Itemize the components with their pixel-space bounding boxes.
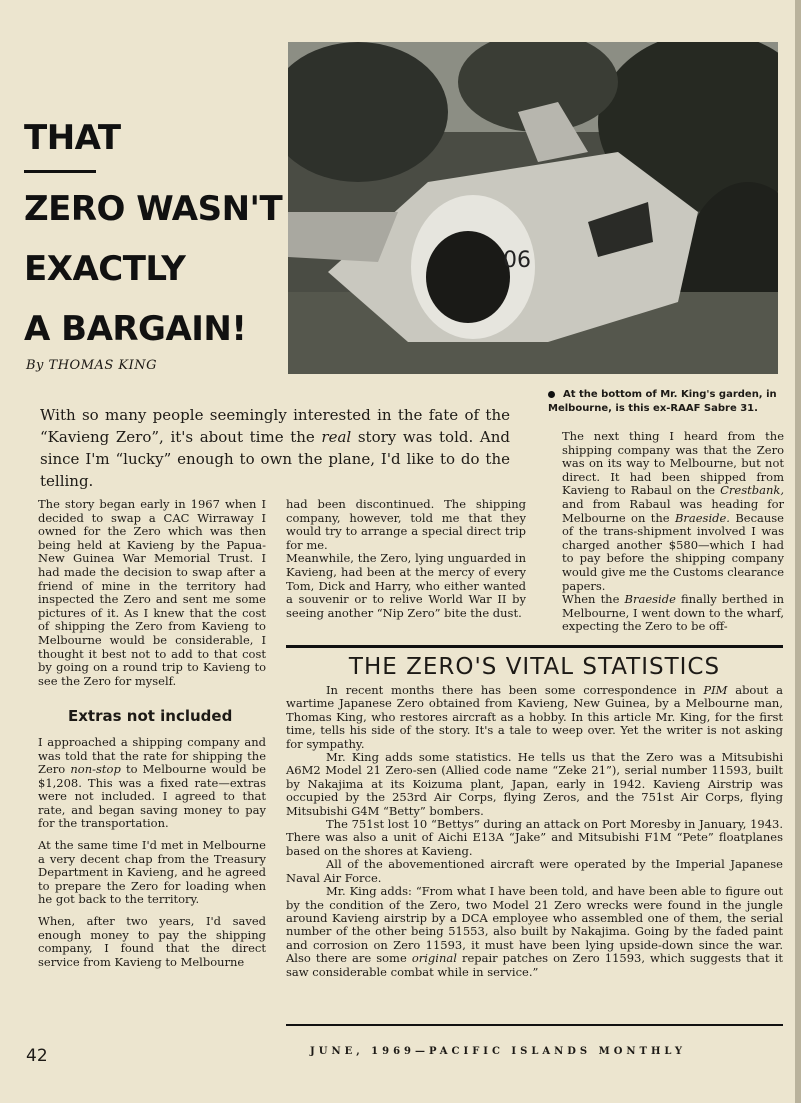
ship-name-braeside: Braeside.	[674, 510, 730, 525]
stats-p1-emphasis: PIM	[703, 683, 728, 697]
stats-paragraph-1	[286, 684, 783, 751]
col1-paragraph-4: When, after two years, I'd saved enough money to pay the shipping company, I found that the direct service from Kavieng to Melbourne	[38, 914, 266, 969]
col2-paragraph-1: had been discontinued. The shipping company, however, told me that they would try to arrange a special direct trip for me.	[286, 497, 526, 552]
article-column-3	[562, 430, 784, 634]
stats-p5-text-a: Mr. King adds: “From what I have been told, and have been able to figure out by the condition of the Zero, two Model 21 Zero wrecks were found in the jungle around Kavieng airstrip by a DCA employee who assembled one of them, the serial number of the other being 51553, also built by Nakajima. Going by the faded paint and corrosion on Zero 11593, it must have been lying upside-down since the war. Also there are some	[286, 884, 783, 966]
stats-paragraph-3: The 751st lost 10 “Bettys” during an attack on Port Moresby in January, 1943. There was also a unit of Aichi E13A “Jake” and Mitsubishi F1M “Pete” floatplanes based on the shores at Kavieng.	[286, 817, 783, 858]
aircraft-marking: 06	[503, 248, 531, 273]
headline-line-2: ZERO WASN'T	[24, 189, 283, 229]
col3-paragraph-2	[562, 593, 784, 634]
byline: By THOMAS KING	[26, 358, 158, 373]
headline-line-1: THAT	[24, 118, 121, 158]
page-edge	[795, 0, 801, 1103]
col3-p1-text-b: and from Rabaul was heading for Melbourne on the	[562, 496, 784, 525]
ship-name-crestbank: Crestbank,	[720, 483, 784, 498]
stats-p1-text-a: In recent months there has been some correspondence in	[326, 683, 704, 697]
stats-paragraph-5	[286, 885, 783, 979]
article-column-1	[38, 498, 266, 969]
col1-paragraph-2	[38, 736, 266, 831]
stats-paragraph-4: All of the abovementioned aircraft were operated by the Imperial Japanese Naval Air Force.	[286, 857, 783, 885]
stats-title: THE ZERO'S VITAL STATISTICS	[348, 654, 721, 680]
ship-name-braeside-2: Braeside	[624, 592, 676, 607]
col1-paragraph-1: The story began early in 1967 when I decided to swap a CAC Wirraway I owned for the Zero which was then being held at Kavieng by the Papua-New Guinea War Memorial Trust. I had made the decision to swap after a friend of mine in the territory had inspected the Zero and sent me some pictures of it. As I knew that the cost of shipping the Zero from Kavieng to Melbourne would be considerable, I thought it best not to add to that cost by going on a round trip to Kavieng to see the Zero for myself.	[38, 497, 266, 688]
col2-paragraph-2: Meanwhile, the Zero, lying unguarded in Kavieng, had been at the mercy of every Tom, Dick and Harry, who either wanted a souvenir or to relive World War II by seeing another “Nip Zero” bite the dust.	[286, 551, 526, 620]
col1-p2-emphasis: non-stop	[70, 762, 121, 777]
col1-paragraph-3: At the same time I'd met in Melbourne a very decent chap from the Treasury Department in Kavieng, and he agreed to prepare the Zero for loading when he got back to the territory.	[38, 838, 266, 907]
sabre-jet-photo	[288, 42, 778, 374]
photo-caption	[548, 388, 788, 416]
headline-line-4: A BARGAIN!	[24, 309, 247, 349]
col3-p2-text-a: When the	[562, 592, 625, 607]
col3-p2-text-b: finally berthed in Melbourne, I went down to the wharf, expecting the Zero to be off-	[562, 592, 784, 634]
headline-rule	[24, 170, 96, 173]
stats-bottom-rule	[286, 1024, 783, 1026]
headline	[24, 108, 294, 359]
stats-p1-text-b: about a wartime Japanese Zero obtained from Kavieng, New Guinea, by a Melbourne man, Thomas King, who restores aircraft as a hobby. In this article Mr. King, for the first time, tells his side of the story. It's a tale to weep over. Yet the writer is not asking for sympathy.	[286, 683, 783, 751]
col3-paragraph-1	[562, 430, 784, 593]
bullet-icon	[548, 391, 555, 398]
headline-line-3: EXACTLY	[24, 249, 186, 289]
running-footer: JUNE, 1969—PACIFIC ISLANDS MONTHLY	[310, 1046, 686, 1057]
stats-p5-emphasis: original	[411, 951, 457, 966]
col1-p2-text-a: I approached a shipping company and was told that the rate for shipping the Zero	[38, 734, 266, 777]
col3-p1-text-c: Because of the trans-shipment involved I was charged another $580—which I had to pay before the shipping company would give me the Customs clearance papers.	[562, 510, 784, 593]
stats-top-rule	[286, 645, 783, 648]
stats-box	[286, 684, 783, 979]
intro-text-1: With so many people seemingly interested in the fate of the “Kavieng Zero”, it's about time the	[40, 406, 510, 446]
stats-p5-text-b: repair patches on Zero 11593, which suggests that it saw considerable combat while in service.”	[286, 951, 783, 979]
garden-photo-illustration	[288, 42, 778, 374]
stats-paragraph-2: Mr. King adds some statistics. He tells us that the Zero was a Mitsubishi A6M2 Model 21 Zero-sen (Allied code name “Zeke 21”), serial number 11593, built by Nakajima at its Koizuma plant, Japan, early in 1942. Kavieng Airstrip was occupied by the 253rd Air Corps, flying Zeros, and the 751st Air Corps, flying Mitsubishi G4M “Betty” bombers.	[286, 750, 783, 818]
article-column-2	[286, 498, 526, 620]
col1-p2-text-b: to Melbourne would be $1,208. This was a fixed rate—extras were not included. I agreed to that rate, and began saving money to pay for the transportation.	[38, 762, 266, 831]
intro-paragraph	[40, 404, 510, 492]
intro-text-2: story was told. And since I'm “lucky” enough to own the plane, I'd like to do the telling.	[40, 428, 510, 490]
subheading: Extras not included	[68, 707, 233, 726]
page-number: 42	[26, 1046, 48, 1066]
intro-emphasis: real	[321, 428, 352, 446]
col3-p1-text-a: The next thing I heard from the shipping company was that the Zero was on its way to Melbourne, but not direct. It had been shipped from Kavieng to Rabaul on the	[562, 429, 784, 498]
photo-caption-text: At the bottom of Mr. King's garden, in Melbourne, is this ex-RAAF Sabre 31.	[548, 389, 777, 414]
